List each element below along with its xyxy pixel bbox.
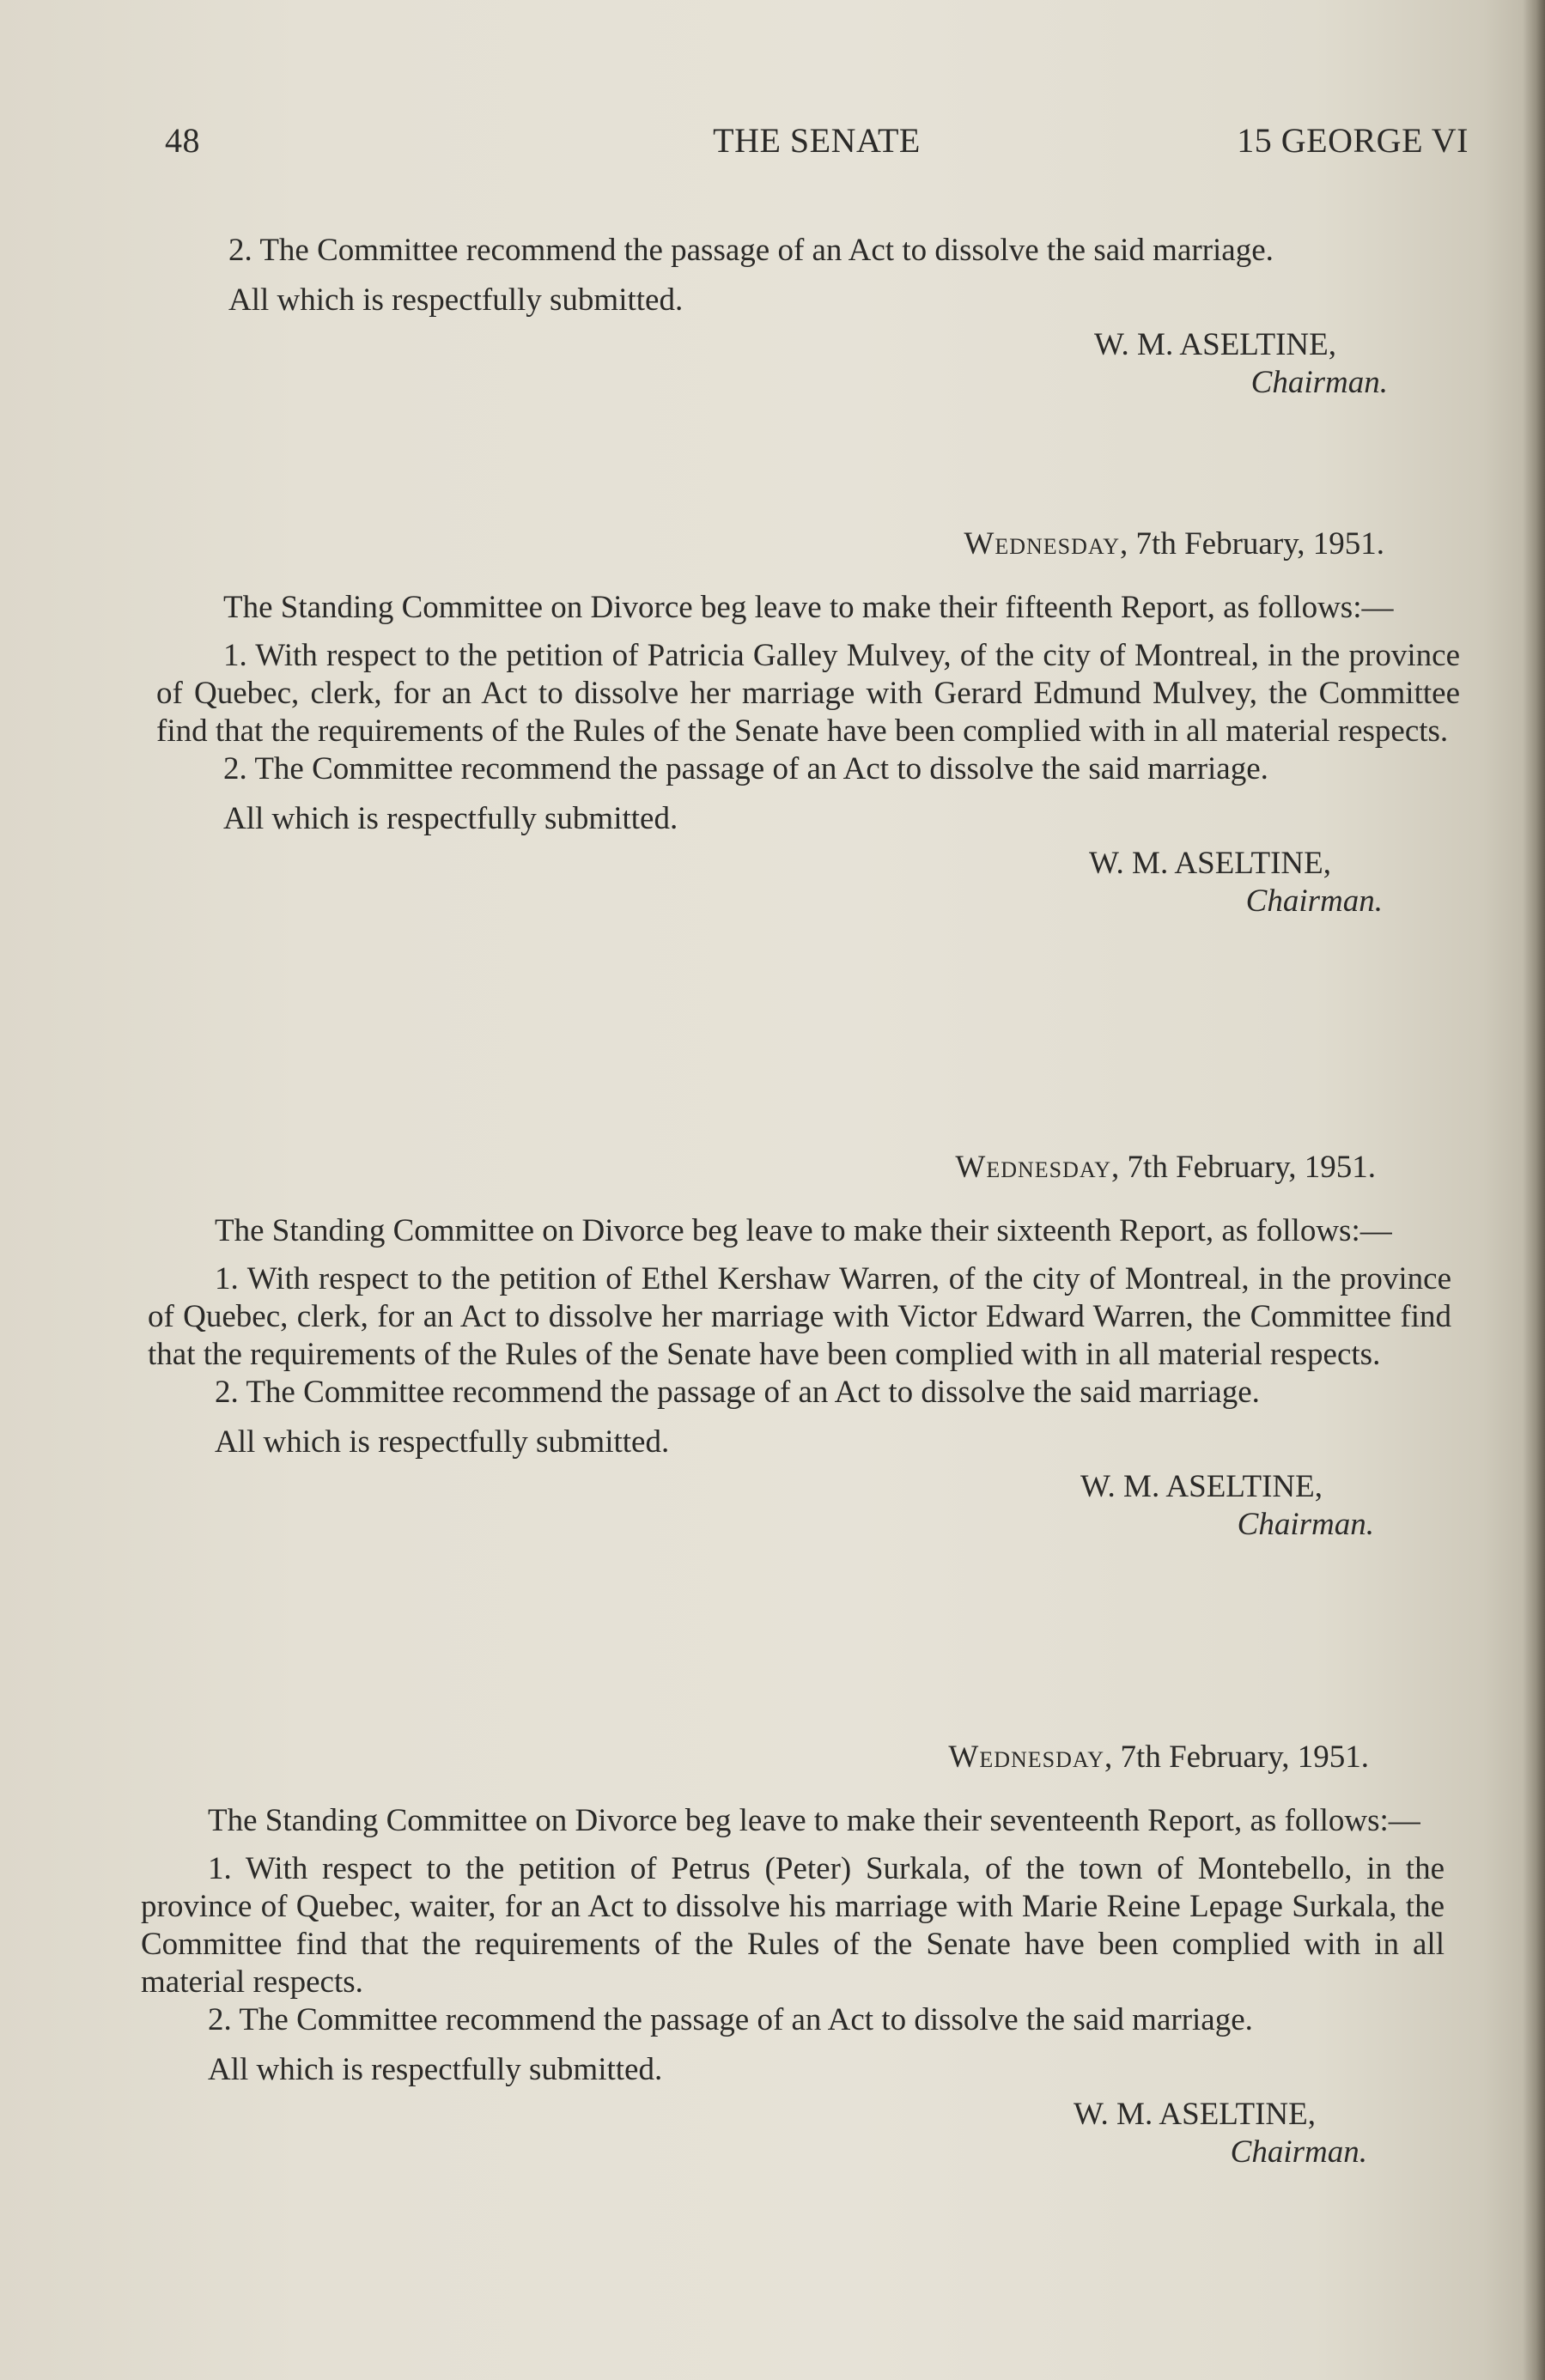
- report-dateline: [141, 1739, 1445, 1776]
- report-paragraph: 2. The Committee recommend the passage of an Act to dissolve the said marriage.: [215, 1375, 1260, 1410]
- report-date: , 7th February, 1951.: [1111, 1150, 1376, 1185]
- signatory-name: W. M. ASELTINE,: [1089, 846, 1331, 881]
- report-continuation: [161, 232, 1465, 409]
- submitted-line: All which is respectfully submitted.: [215, 1424, 670, 1460]
- report-paragraph: 1. With respect to the petition of Patricia Galley Mulvey, of the city of Montreal, in the province of Quebec, clerk, for an Act to dissolve her marriage with Gerard Edmund Mulvey, the Committee find that the requirements of the Rules of the Senate have been complied with in all material respects.: [156, 638, 1460, 749]
- report-intro: The Standing Committee on Divorce beg leave to make their fifteenth Report, as follows:—: [223, 590, 1394, 625]
- header-title: THE SENATE: [713, 121, 921, 160]
- submitted-line: All which is respectfully submitted.: [208, 2052, 663, 2087]
- report-dateline: [148, 1149, 1451, 1187]
- report-fifteenth: [156, 525, 1460, 927]
- report-paragraph: 1. With respect to the petition of Ethel Kershaw Warren, of the city of Montreal, in the province of Quebec, clerk, for an Act to dissolve her marriage with Victor Edward Warren, the Committee find that the requirements of the Rules of the Senate have been complied with in all material respects.: [148, 1261, 1451, 1372]
- report-paragraph: 2. The Committee recommend the passage of an Act to dissolve the said marriage.: [228, 233, 1274, 268]
- submitted-line: All which is respectfully submitted.: [228, 282, 684, 318]
- signatory-name: W. M. ASELTINE,: [1080, 1469, 1323, 1504]
- report-intro: The Standing Committee on Divorce beg leave to make their sixteenth Report, as follows:—: [215, 1213, 1392, 1248]
- submitted-line: All which is respectfully submitted.: [223, 801, 678, 836]
- report-day: Wednesday: [948, 1739, 1105, 1775]
- signature-block: [148, 1468, 1451, 1551]
- page-number: 48: [165, 121, 200, 160]
- header-reign: 15 GEORGE VI: [1237, 121, 1469, 160]
- signatory-title: Chairman.: [1230, 2134, 1367, 2170]
- report-day: Wednesday: [955, 1150, 1112, 1185]
- signature-block: [141, 2096, 1445, 2178]
- report-day: Wednesday: [964, 526, 1121, 562]
- report-dateline: [156, 525, 1460, 563]
- report-date: , 7th February, 1951.: [1120, 526, 1384, 562]
- report-date: , 7th February, 1951.: [1104, 1739, 1369, 1775]
- signature-block: [161, 326, 1465, 409]
- signatory-title: Chairman.: [1245, 883, 1383, 919]
- report-paragraph: 2. The Committee recommend the passage of an Act to dissolve the said marriage.: [223, 751, 1268, 786]
- signatory-title: Chairman.: [1250, 365, 1388, 400]
- report-sixteenth: [148, 1149, 1451, 1551]
- signature-block: [156, 845, 1460, 927]
- signatory-name: W. M. ASELTINE,: [1074, 2097, 1316, 2132]
- report-paragraph: 2. The Committee recommend the passage of an Act to dissolve the said marriage.: [208, 2002, 1253, 2037]
- page-binding-edge: [1523, 0, 1545, 2380]
- report-intro: The Standing Committee on Divorce beg leave to make their seventeenth Report, as follows:—: [208, 1803, 1420, 1838]
- report-paragraph: 1. With respect to the petition of Petrus (Peter) Surkala, of the town of Montebello, in the province of Quebec, waiter, for an Act to dissolve his marriage with Marie Reine Lepage Surkala, the Committee find that the requirements of the Rules of the Senate have been complied with in all material respects.: [141, 1851, 1445, 2000]
- signatory-title: Chairman.: [1237, 1507, 1374, 1542]
- signatory-name: W. M. ASELTINE,: [1094, 327, 1336, 362]
- report-seventeenth: [141, 1739, 1445, 2178]
- running-header: [165, 120, 1469, 172]
